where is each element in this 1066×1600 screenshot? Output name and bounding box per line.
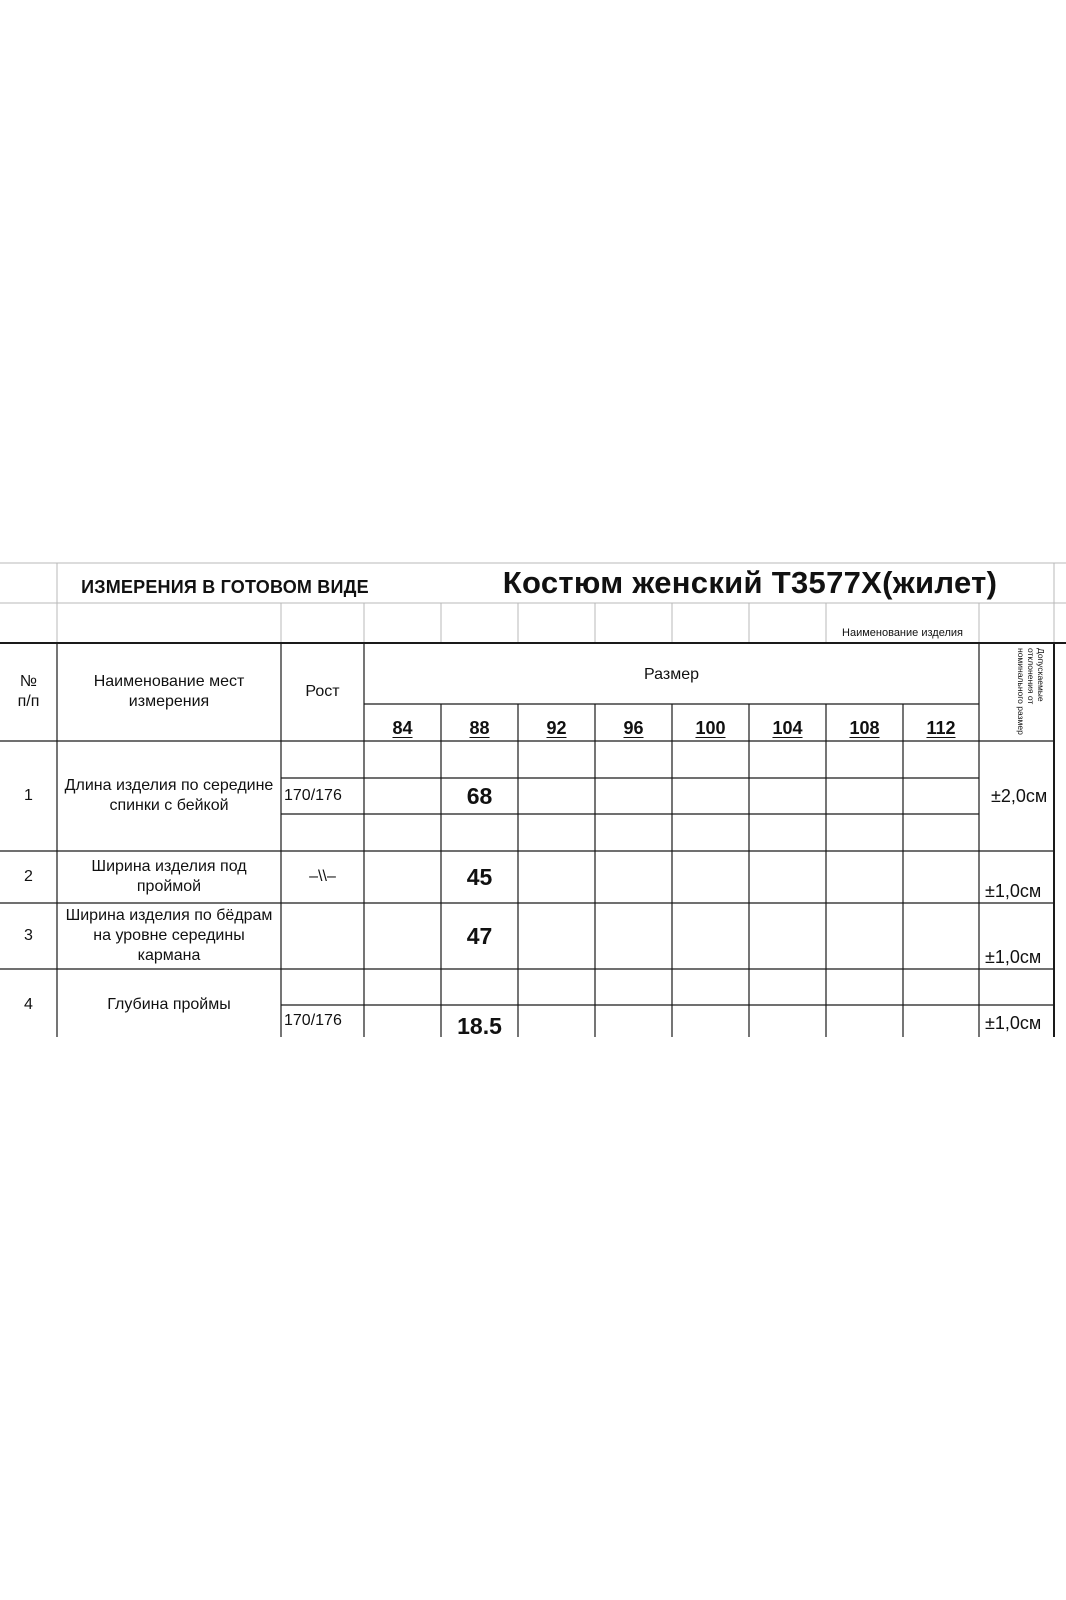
col-header-size-group: Размер [644,666,699,683]
col-header-measurement-name: Наименование мест измерения [93,673,245,710]
size-header-88: 88 [469,717,490,738]
row-4-name: Глубина проймы [107,996,231,1013]
measurements-title: ИЗМЕРЕНИЯ В ГОТОВОМ ВИДЕ [81,576,369,597]
row-1-height: 170/176 [284,787,342,804]
col-header-height: Рост [305,683,340,700]
size-header-104: 104 [772,717,803,738]
row-2-tolerance: ±1,0см [985,880,1042,901]
row-3-value-88: 47 [466,922,493,949]
size-header-108: 108 [849,717,880,738]
row-2-name: Ширина изделия под проймой [91,858,247,895]
row-3-number: 3 [24,927,33,944]
size-header-112: 112 [926,717,956,738]
row-1-number: 1 [24,787,33,804]
row-2-number: 2 [24,868,33,885]
size-header-96: 96 [623,717,644,738]
row-4-height: 170/176 [284,1012,342,1029]
size-header-84: 84 [392,717,413,738]
row-1-value-88: 68 [466,782,493,809]
col-header-number: № п/п [17,673,40,710]
row-2-height: –\\– [309,868,336,885]
row-4-number: 4 [24,996,33,1013]
product-title: Костюм женский Т3577Х(жилет) [502,564,998,600]
size-header-92: 92 [546,717,567,738]
row-1-name: Длина изделия по середине спинки с бейкой [64,777,274,814]
row-3-tolerance: ±1,0см [985,946,1042,967]
row-1-tolerance: ±2,0см [991,785,1048,806]
row-2-value-88: 45 [466,863,493,890]
product-name-caption: Наименование изделия [842,627,963,640]
size-header-100: 100 [695,717,726,738]
row-4-tolerance: ±1,0см [985,1013,1042,1033]
col-header-tolerance: Допускаемые отклонения от номинального размер [1016,648,1046,735]
row-4-value-88: 18.5 [457,1013,502,1037]
row-3-name: Ширина изделия по бёдрам на уровне середины кармана [65,907,273,964]
